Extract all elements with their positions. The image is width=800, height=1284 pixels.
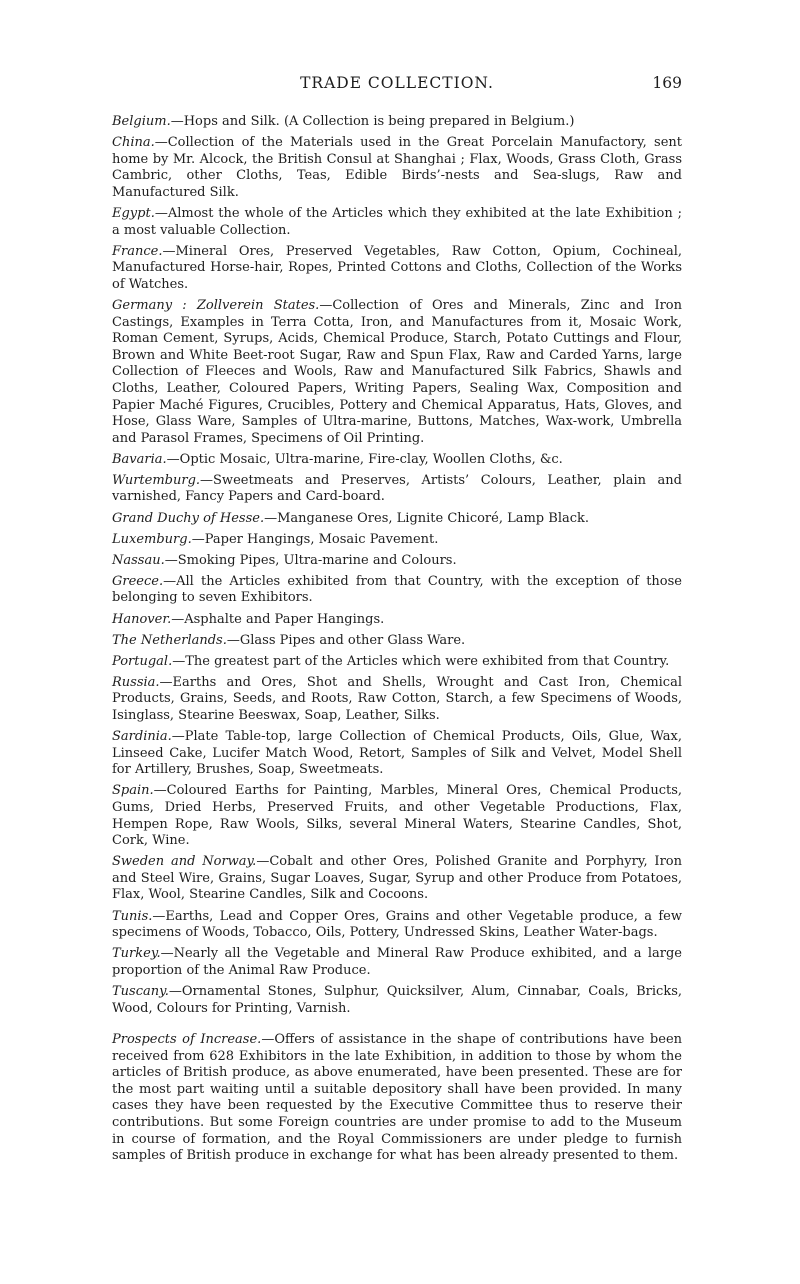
country-name: Wurtemburg. xyxy=(112,472,201,488)
entry-text: —Earths and Ores, Shot and Shells, Wrought and Cast Iron, Chemical Products, Grains, Seeds, and Roots, Raw Cotton, Starch, a few Specimens of Woods, Isinglass, Stearine Beeswax, Soap, Leather, Silks. xyxy=(112,674,682,723)
entry-text: —All the Articles exhibited from that Country, with the exception of those belonging to seven Exhibitors. xyxy=(112,573,682,606)
page-body xyxy=(112,114,682,1169)
country-name: Sweden and Norway. xyxy=(112,854,257,870)
country-name: Russia. xyxy=(112,674,160,690)
entry-nassau xyxy=(112,553,682,570)
country-name: Belgium. xyxy=(112,114,171,129)
country-name: Tuscany. xyxy=(112,983,169,999)
entry-text: —Smoking Pipes, Ultra-marine and Colours. xyxy=(164,552,457,568)
country-name: Tunis. xyxy=(112,908,153,924)
entry-france xyxy=(112,244,682,294)
entry-china xyxy=(112,135,682,201)
entry-luxemburg xyxy=(112,532,682,549)
entry-germany xyxy=(112,298,682,447)
entry-wurtemburg xyxy=(112,473,682,506)
country-name: China. xyxy=(112,135,155,151)
entry-text: —Cobalt and other Ores, Polished Granite and Porphyry, Iron and Steel Wire, Grains, Sugar Loaves, Sugar, Syrup and other Produce from Potatoes, Flax, Wool, Stearine Candles, Silk and Cocoons. xyxy=(112,854,682,903)
entry-hanover xyxy=(112,612,682,629)
country-name: Spain. xyxy=(112,783,154,799)
entry-spain xyxy=(112,783,682,849)
entry-turkey xyxy=(112,946,682,979)
entry-text: —Ornamental Stones, Sulphur, Quicksilver, Alum, Cinnabar, Coals, Bricks, Wood, Colours for Printing, Varnish. xyxy=(112,983,682,1016)
entry-portugal xyxy=(112,654,682,671)
country-name: Grand Duchy of Hesse. xyxy=(112,510,265,526)
entry-russia xyxy=(112,675,682,725)
entry-sweden-norway xyxy=(112,854,682,904)
country-name: Bavaria. xyxy=(112,451,167,467)
page-number: 169 xyxy=(652,74,682,92)
entry-text: —Offers of assistance in the shape of contributions have been received from 628 Exhibitors in the late Exhibition, in addition to those by whom the articles of British produce, as above enumerated, have been presented. These are for the most part waiting until a suitable depository shall have been provided. In many cases they have been requested by the Executive Committee thus to reserve their contributions. But some Foreign countries are under promise to add to the Museum in course of formation, and the Royal Commissioners are under pledge to furnish samples of British produce in exchange for what has been already presented to them. xyxy=(112,1032,683,1164)
country-name: Greece. xyxy=(112,573,164,589)
entry-text: —Earths, Lead and Copper Ores, Grains and other Vegetable produce, a few specimens of Woods, Tobacco, Oils, Pottery, Undressed Skins, Leather Water-bags. xyxy=(112,908,682,941)
country-name: Portugal. xyxy=(112,653,173,669)
entry-text: —The greatest part of the Articles which were exhibited from that Country. xyxy=(172,653,670,669)
country-name: Turkey. xyxy=(112,946,161,962)
country-name: Egypt. xyxy=(112,205,155,221)
entry-greece xyxy=(112,574,682,607)
entry-text: —Glass Pipes and other Glass Ware. xyxy=(226,632,466,648)
entry-bavaria xyxy=(112,452,682,469)
entry-text: —Paper Hangings, Mosaic Pavement. xyxy=(191,531,439,547)
entry-text: —Sweetmeats and Preserves, Artists’ Colours, Leather, plain and varnished, Fancy Papers and Card-board. xyxy=(112,472,682,505)
entry-text: —Plate Table-top, large Collection of Chemical Products, Oils, Glue, Wax, Linseed Cake, Lucifer Match Wood, Retort, Samples of Silk and Velvet, Model Shell for Artillery, Brushes, Soap, Sweetmeats. xyxy=(112,729,682,778)
entry-netherlands xyxy=(112,633,682,650)
entry-text: —Asphalte and Paper Hangings. xyxy=(171,611,385,627)
section-name: Prospects of Increase. xyxy=(112,1032,262,1048)
entry-text: —Hops and Silk. (A Collection is being prepared in Belgium.) xyxy=(170,114,575,129)
country-name: Nassau. xyxy=(112,552,165,568)
entry-belgium xyxy=(112,114,682,131)
entry-text: —Optic Mosaic, Ultra-marine, Fire-clay, Woollen Cloths, &c. xyxy=(166,451,563,467)
entry-text: —Collection of the Materials used in the Great Porcelain Manufactory, sent home by Mr. Alcock, the British Consul at Shanghai ; Flax, Woods, Grass Cloth, Grass Cambric, other Cloths, Teas, Edible Birds’-nests and Sea-slugs, Raw and Manufactured Silk. xyxy=(112,135,682,200)
entry-text: —Manganese Ores, Lignite Chicoré, Lamp Black. xyxy=(264,510,590,526)
entry-text: —Mineral Ores, Preserved Vegetables, Raw Cotton, Opium, Cochineal, Manufactured Horse-hair, Ropes, Printed Cottons and Cloths, Collection of the Works of Watches. xyxy=(112,243,682,292)
country-name: Germany : Zollverein States. xyxy=(112,297,320,313)
entry-text: —Coloured Earths for Painting, Marbles, Mineral Ores, Chemical Products, Gums, Dried Herbs, Preserved Fruits, and other Vegetable Productions, Flax, Hempen Rope, Raw Wools, Silks, several Mineral Waters, Stearine Candles, Shot, Cork, Wine. xyxy=(112,783,682,849)
page-header xyxy=(112,74,682,98)
entry-text: —Nearly all the Vegetable and Mineral Raw Produce exhibited, and a large proportion of the Animal Raw Produce. xyxy=(112,946,682,978)
country-name: Hanover. xyxy=(112,611,172,627)
entry-hesse xyxy=(112,511,682,528)
entry-tunis xyxy=(112,909,682,942)
country-name: The Netherlands. xyxy=(112,632,227,648)
country-name: Sardinia. xyxy=(112,729,172,745)
running-head: TRADE COLLECTION. xyxy=(300,74,494,92)
entry-egypt xyxy=(112,206,682,239)
entry-sardinia xyxy=(112,729,682,779)
entry-text: —Almost the whole of the Articles which they exhibited at the late Exhibition ; a most valuable Collection. xyxy=(112,205,682,238)
country-name: France. xyxy=(112,243,163,259)
entry-prospects xyxy=(112,1032,682,1165)
country-name: Luxemburg. xyxy=(112,531,192,547)
entry-tuscany xyxy=(112,984,682,1017)
entry-text: —Collection of Ores and Minerals, Zinc and Iron Castings, Examples in Terra Cotta, Iron, and Manufactures from it, Mosaic Work, Roman Cement, Syrups, Acids, Chemical Produce, Starch, Potato Cuttings and Flour, Brown and White Beet-root Sugar, Raw and Spun Flax, Raw and Carded Yarns, large Collection of Fleeces and Wools, Raw and Manufactured Silk Fabrics, Shawls and Cloths, Leather, Coloured Papers, Writing Papers, Sealing Wax, Composition and Papier Maché Figures, Crucibles, Pottery and Chemical Apparatus, Hats, Gloves, and Hose, Glass Ware, Samples of Ultra-marine, Buttons, Matches, Wax-work, Umbrella and Parasol Frames, Specimens of Oil Printing. xyxy=(112,297,682,446)
